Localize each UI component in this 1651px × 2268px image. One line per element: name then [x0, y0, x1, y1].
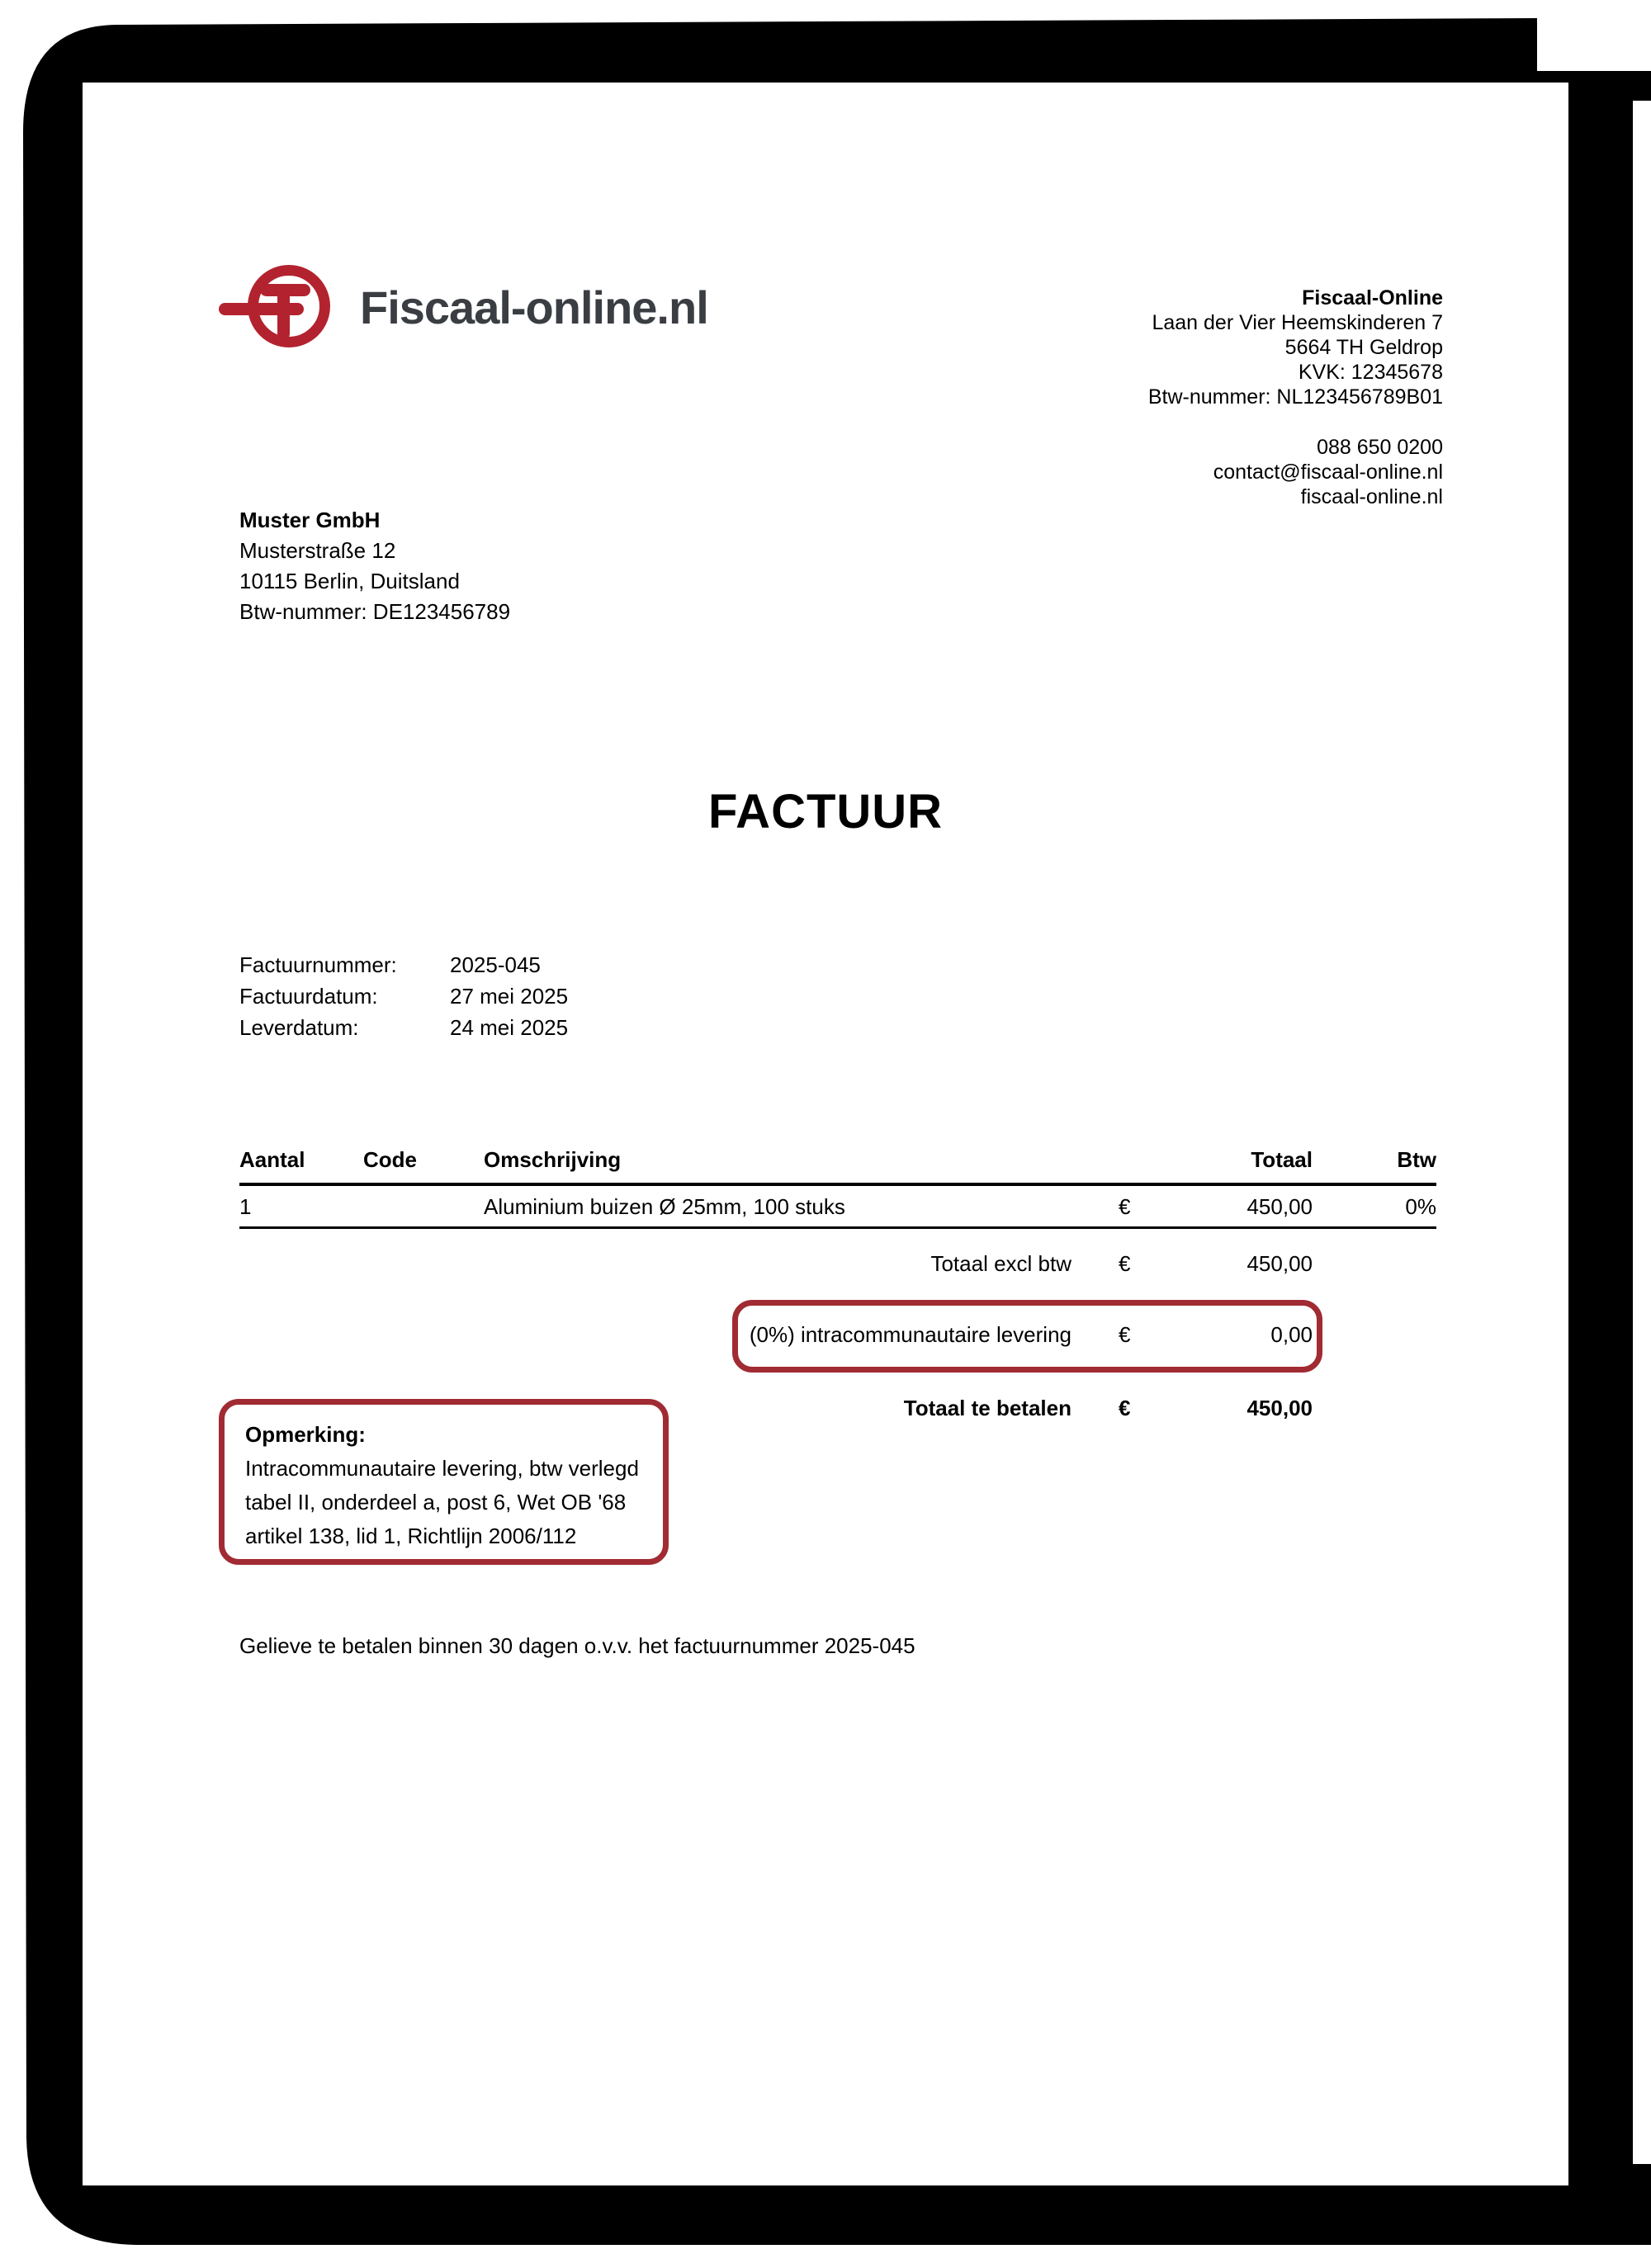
note-line-2: tabel II, onderdeel a, post 6, Wet OB '68: [245, 1490, 627, 1514]
invoice-number-label: Factuurnummer:: [239, 952, 397, 977]
frame-corner-notch: [1633, 71, 1651, 101]
cell-totaal: 450,00: [1247, 1194, 1313, 1219]
invoice-date-label: Factuurdatum:: [239, 984, 378, 1009]
totals-row-intracommunity-vat: [239, 1322, 1436, 1350]
table-bottom-rule: [239, 1226, 1436, 1229]
invoice-date-value: 27 mei 2025: [450, 984, 569, 1009]
sender-street: Laan der Vier Heemskinderen 7: [1152, 311, 1443, 334]
meta-row-invoice-number: [239, 949, 568, 980]
totals-excl-value: 450,00: [1247, 1251, 1313, 1276]
recipient-address-block: [239, 505, 510, 627]
sender-website: fiscaal-online.nl: [1300, 485, 1443, 508]
sender-address-block: [1148, 286, 1443, 509]
line-items-table: [239, 1147, 1436, 1240]
total-due-currency: €: [1119, 1396, 1131, 1420]
total-due-value: 450,00: [1247, 1396, 1313, 1420]
meta-row-delivery-date: [239, 1012, 568, 1043]
sender-city: 5664 TH Geldrop: [1284, 336, 1443, 359]
invoice-number-value: 2025-045: [450, 952, 541, 977]
header-aantal: Aantal: [239, 1147, 305, 1172]
total-due-label: Totaal te betalen: [903, 1396, 1071, 1420]
invoice-meta: [239, 949, 568, 1043]
note-line-1: Intracommunautaire levering, btw verlegd: [245, 1456, 639, 1481]
recipient-street: Musterstraße 12: [239, 538, 396, 563]
cell-btw: 0%: [1405, 1194, 1436, 1219]
cell-currency-symbol: €: [1119, 1194, 1131, 1219]
fiscaal-f-circle-icon: [216, 256, 332, 358]
cell-aantal: 1: [239, 1194, 252, 1219]
vat-zero-label: (0%) intracommunautaire levering: [749, 1322, 1071, 1347]
totals-excl-label: Totaal excl btw: [930, 1251, 1071, 1276]
recipient-name: Muster GmbH: [239, 508, 381, 532]
header-btw: Btw: [1397, 1147, 1436, 1172]
vat-zero-currency: €: [1119, 1322, 1131, 1347]
totals-excl-currency: €: [1119, 1251, 1131, 1276]
sender-email: contact@fiscaal-online.nl: [1213, 461, 1443, 484]
sender-phone: 088 650 0200: [1317, 436, 1443, 459]
recipient-btw-number: Btw-nummer: DE123456789: [239, 599, 511, 624]
logo: [216, 256, 708, 358]
note-box: [219, 1399, 669, 1565]
meta-row-invoice-date: [239, 980, 568, 1012]
note-line-3: artikel 138, lid 1, Richtlijn 2006/112: [245, 1524, 577, 1548]
sender-btw-number: Btw-nummer: NL123456789B01: [1147, 385, 1443, 409]
logo-text: Fiscaal-online.nl: [360, 281, 708, 333]
delivery-date-value: 24 mei 2025: [450, 1015, 569, 1040]
cell-omschrijving: Aluminium buizen Ø 25mm, 100 stuks: [484, 1194, 845, 1219]
header-code: Code: [363, 1147, 417, 1172]
invoice-title: FACTUUR: [707, 785, 944, 839]
delivery-date-label: Leverdatum:: [239, 1015, 359, 1040]
payment-terms: Gelieve te betalen binnen 30 dagen o.v.v. het factuurnummer 2025-045: [239, 1633, 915, 1658]
table-header-rule: [239, 1183, 1436, 1186]
note-heading: Opmerking:: [245, 1422, 366, 1447]
totals-row-excl-btw: [239, 1251, 1436, 1279]
sender-block-spacer: [1148, 409, 1443, 435]
recipient-city: 10115 Berlin, Duitsland: [239, 569, 460, 593]
header-omschrijving: Omschrijving: [484, 1147, 622, 1172]
sender-kvk: KVK: 12345678: [1298, 361, 1443, 384]
sender-name: Fiscaal-Online: [1302, 286, 1443, 309]
vat-zero-value: 0,00: [1270, 1322, 1313, 1347]
header-totaal: Totaal: [1251, 1147, 1313, 1172]
